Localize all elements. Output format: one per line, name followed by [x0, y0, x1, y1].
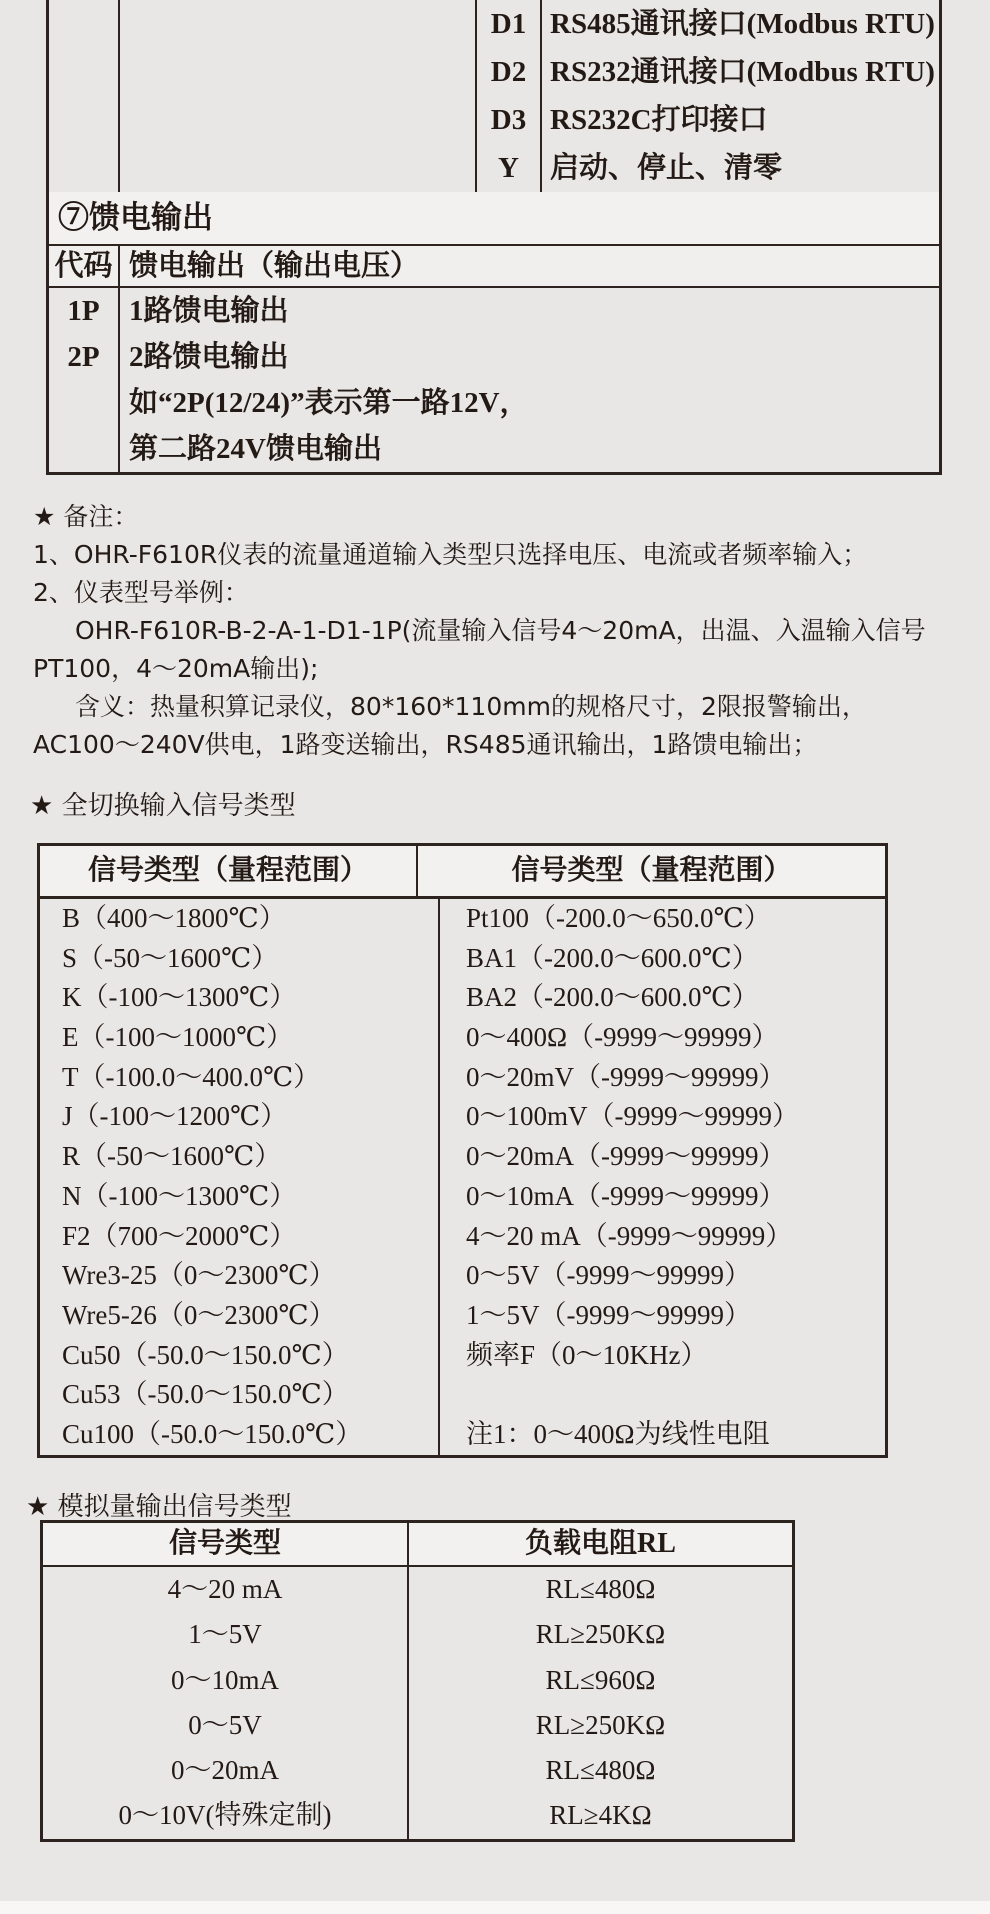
code-cell: [49, 426, 118, 472]
signal-cell: [466, 1375, 885, 1415]
signal-cell: N（-100～1300℃）: [62, 1180, 297, 1211]
signal-cell: 0～5V（-9999～99999）: [466, 1260, 751, 1291]
section-title: ⑦馈电输出: [49, 192, 939, 246]
analog-output-heading: ★ 模拟量输出信号类型: [26, 1492, 292, 1522]
input-signal-table: [37, 843, 888, 1458]
remark-line: OHR-F610R-B-2-A-1-D1-1P(流量输入信号4～20mA，出温、入温输入信号: [75, 616, 926, 645]
signal-cell: 0～20mA（-9999～99999）: [466, 1141, 786, 1172]
desc-cell: RS232C打印接口: [550, 104, 768, 136]
load-cell: RL≥4KΩ: [549, 1800, 652, 1831]
signal-cell: Wre3-25（0～2300℃）: [62, 1260, 336, 1291]
signal-cell: Pt100（-200.0～650.0℃）: [466, 903, 771, 933]
feed-output-code-column: [49, 288, 120, 472]
ordering-table-desc-column: [542, 0, 939, 192]
feed-output-body: [49, 288, 939, 472]
code-cell: 2P: [67, 341, 100, 373]
signal-cell: 0～10mA: [171, 1664, 279, 1695]
signal-cell: K（-100～1300℃）: [62, 982, 297, 1013]
code-cell: D3: [490, 104, 527, 136]
code-cell: 1P: [67, 295, 100, 327]
remark-line: AC100～240V供电，1路变送输出，RS485通讯输出，1路馈电输出；: [33, 730, 818, 759]
remark-line: 1、OHR-F610R仪表的流量通道输入类型只选择电压、电流或者频率输入；: [33, 540, 868, 569]
header-cell: 负载电阻RL: [525, 1528, 676, 1559]
signal-cell: T（-100.0～400.0℃）: [62, 1061, 321, 1092]
feed-output-table: [46, 192, 942, 475]
signal-cell: 频率F（0～10KHz）: [466, 1339, 708, 1370]
signal-cell: F2（700～2000℃）: [62, 1220, 297, 1251]
desc-cell: RS485通讯接口(Modbus RTU): [550, 8, 935, 40]
remarks-title: ★ 备注：: [33, 502, 139, 531]
load-cell: RL≤480Ω: [545, 1574, 656, 1604]
feed-output-header-row: [49, 246, 939, 288]
analog-output-table: [40, 1520, 795, 1842]
load-cell: RL≥250KΩ: [535, 1709, 666, 1740]
signal-cell: 0～100mV（-9999～99999）: [466, 1101, 799, 1132]
code-cell: D2: [490, 56, 527, 88]
signal-cell: E（-100～1000℃）: [62, 1022, 294, 1053]
signal-cell: 0～10mA（-9999～99999）: [466, 1180, 786, 1211]
page-bottom-edge: [0, 1901, 990, 1914]
desc-cell: 第二路24V馈电输出: [129, 433, 382, 465]
signal-cell: Cu100（-50.0～150.0℃）: [62, 1418, 363, 1449]
input-signal-heading: ★ 全切换输入信号类型: [30, 791, 296, 821]
signal-cell: B（400～1800℃）: [62, 903, 286, 933]
input-signal-body: [40, 899, 885, 1455]
signal-cell: 0～400Ω（-9999～99999）: [466, 1022, 779, 1053]
code-cell: [49, 380, 118, 426]
header-desc-cell: 馈电输出（输出电压）: [129, 250, 420, 282]
ordering-table-empty-col-1: [49, 0, 120, 192]
header-cell: 信号类型: [43, 1523, 409, 1565]
signal-cell: J（-100～1200℃）: [62, 1101, 288, 1132]
header-cell: 信号类型（量程范围）: [511, 855, 792, 886]
remarks-block: [33, 498, 979, 764]
remark-line: PT100，4～20mA输出);: [33, 654, 319, 683]
code-cell: D1: [490, 8, 527, 40]
desc-cell: 2路馈电输出: [129, 341, 289, 373]
code-cell: Y: [498, 152, 519, 184]
input-signal-header-row: [40, 846, 885, 899]
feed-output-desc-column: [120, 288, 939, 472]
signal-cell: R（-50～1600℃）: [62, 1141, 282, 1172]
signal-cell: 4～20 mA（-9999～99999）: [466, 1220, 793, 1251]
remark-line: 2、仪表型号举例：: [33, 578, 249, 607]
analog-output-signal-column: [43, 1567, 409, 1839]
signal-cell: Cu50（-50.0～150.0℃）: [62, 1339, 349, 1370]
desc-cell: 1路馈电输出: [129, 295, 289, 327]
signal-cell: 4～20 mA: [167, 1574, 283, 1604]
signal-cell: 0～20mA: [171, 1755, 279, 1786]
header-cell: 信号类型（量程范围）: [40, 846, 418, 896]
signal-cell: 0～5V: [188, 1709, 262, 1740]
load-cell: RL≤480Ω: [545, 1755, 656, 1786]
analog-output-load-column: [409, 1567, 792, 1839]
signal-cell: 1～5V: [188, 1619, 262, 1650]
signal-cell: BA1（-200.0～600.0℃）: [466, 942, 759, 973]
signal-cell: S（-50～1600℃）: [62, 942, 279, 973]
input-signal-left-column: [40, 899, 440, 1455]
load-cell: RL≤960Ω: [545, 1664, 656, 1695]
desc-cell: 启动、停止、清零: [550, 152, 783, 184]
ordering-table-top: [46, 0, 942, 195]
signal-cell: BA2（-200.0～600.0℃）: [466, 982, 759, 1013]
desc-cell: RS232通讯接口(Modbus RTU): [550, 56, 935, 88]
analog-output-header-row: [43, 1523, 792, 1567]
ordering-table-code-column: [477, 0, 542, 192]
remark-line: 含义：热量积算记录仪，80*160*110mm的规格尺寸，2限报警输出，: [75, 692, 867, 721]
note-cell: 注1：0～400Ω为线性电阻: [466, 1418, 770, 1449]
ordering-table-empty-col-2: [120, 0, 477, 192]
load-cell: RL≥250KΩ: [535, 1619, 666, 1650]
signal-cell: 0～10V(特殊定制): [118, 1800, 332, 1831]
header-code-cell: 代码: [49, 246, 120, 286]
signal-cell: 1～5V（-9999～99999）: [466, 1299, 751, 1330]
analog-output-body: [43, 1567, 792, 1839]
signal-cell: Wre5-26（0～2300℃）: [62, 1299, 336, 1330]
signal-cell: Cu53（-50.0～150.0℃）: [62, 1379, 349, 1410]
signal-cell: 0～20mV（-9999～99999）: [466, 1061, 786, 1092]
desc-cell: 如“2P(12/24)”表示第一路12V，: [129, 387, 529, 419]
input-signal-right-column: [440, 899, 885, 1455]
